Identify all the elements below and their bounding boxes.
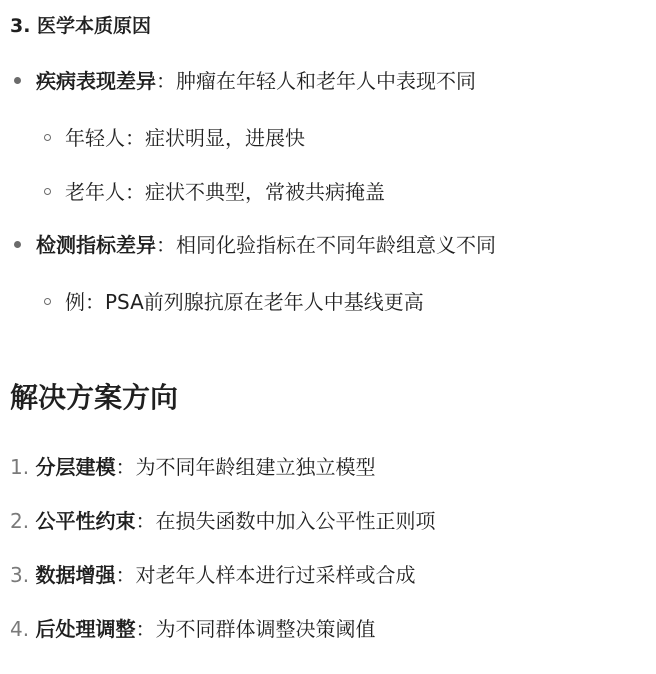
- bullet-bold-term: 疾病表现差异: [36, 69, 156, 93]
- bullet-dot: [14, 241, 21, 248]
- list-number: 1.: [10, 455, 30, 479]
- solution-item-fairness-constraint: [10, 506, 435, 536]
- solution-text: ：对老年人样本进行过采样或合成: [115, 563, 416, 587]
- sub-bullet-young: [44, 123, 305, 153]
- solution-bold-term: 后处理调整: [35, 617, 136, 641]
- solution-item-data-augmentation: [10, 560, 415, 590]
- section-heading-medical-causes: 3. 医学本质原因: [10, 15, 152, 37]
- sub-bullet-circle: [44, 188, 51, 195]
- list-number: 4.: [10, 617, 30, 641]
- sub-bullet-text: 例：PSA前列腺抗原在老年人中基线更高: [65, 290, 424, 314]
- sub-bullet-text: 年轻人：症状明显，进展快: [65, 126, 305, 150]
- solution-bold-term: 数据增强: [35, 563, 116, 587]
- bullet-text: ：肿瘤在年轻人和老年人中表现不同: [156, 69, 476, 93]
- sub-bullet-circle: [44, 134, 51, 141]
- solution-item-post-processing: [10, 614, 375, 644]
- sub-bullet-psa-example: [44, 287, 424, 317]
- bullet-disease-presentation: [14, 66, 476, 96]
- solution-bold-term: 公平性约束: [35, 509, 136, 533]
- solution-text: ：在损失函数中加入公平性正则项: [135, 509, 436, 533]
- bullet-test-indicators: [14, 230, 496, 260]
- sub-bullet-text: 老年人：症状不典型，常被共病掩盖: [65, 180, 385, 204]
- solution-bold-term: 分层建模: [35, 455, 116, 479]
- bullet-text: ：相同化验指标在不同年龄组意义不同: [156, 233, 496, 257]
- sub-bullet-circle: [44, 298, 51, 305]
- list-number: 3.: [10, 563, 30, 587]
- solution-text: ：为不同群体调整决策阈值: [135, 617, 376, 641]
- solution-text: ：为不同年龄组建立独立模型: [115, 455, 376, 479]
- list-number: 2.: [10, 509, 30, 533]
- bullet-bold-term: 检测指标差异: [36, 233, 156, 257]
- sub-bullet-elderly: [44, 177, 385, 207]
- solution-item-stratified-modeling: [10, 452, 375, 482]
- section-heading-solutions: 解决方案方向: [10, 381, 179, 414]
- bullet-dot: [14, 77, 21, 84]
